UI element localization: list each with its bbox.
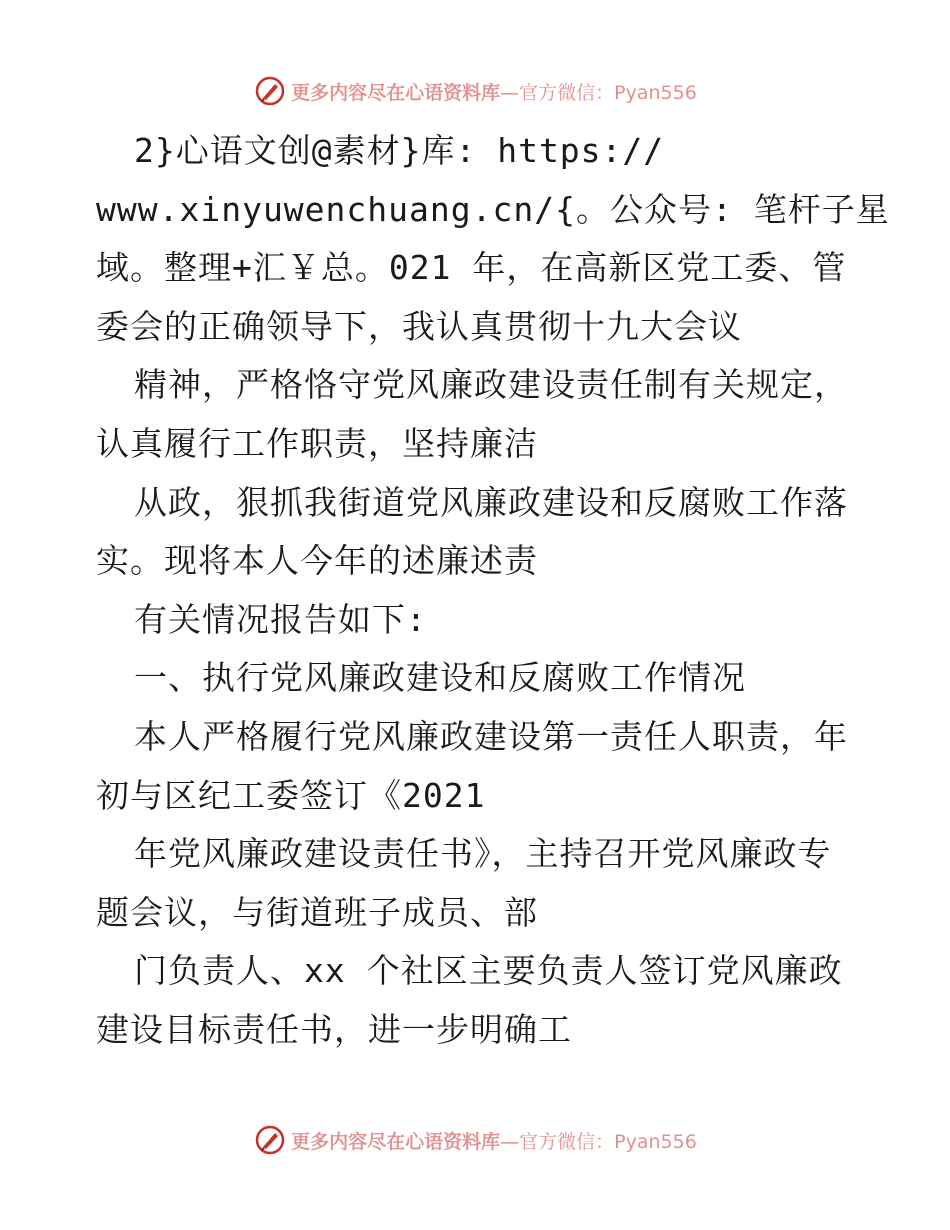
pen-logo-icon [253,1123,287,1157]
body-line: 从政，狠抓我街道党风廉政建设和反腐败工作落 [134,482,848,522]
body-line: 精神，严格恪守党风廉政建设责任制有关规定， [134,365,848,405]
header-brand-text: 更多内容尽在心语资料库 [291,81,501,104]
header-banner-text [291,78,697,105]
body-line: 2}心语文创@素材}库: https:// [134,131,665,170]
footer-banner-text [291,1127,697,1154]
body-line: 建设目标责任书，进一步明确工 [96,1009,572,1049]
body-line: 实。现将本人今年的述廉述责 [96,541,538,581]
body-line: 本人严格履行党风廉政建设第一责任人职责，年 [134,716,848,756]
body-line: 域。整理+汇￥总。021 年，在高新区党工委、管 [96,248,847,288]
document-body [96,122,890,1060]
body-line: 初与区纪工委签订《2021 [96,775,486,815]
header-banner [0,71,950,111]
footer-brand-text: 更多内容尽在心语资料库 [291,1130,501,1153]
body-line: 委会的正确领导下，我认真贯彻十九大会议 [96,306,742,346]
body-line: 认真履行工作职责，坚持廉洁 [96,423,538,463]
pen-logo-icon [253,74,287,108]
footer-banner [0,1120,950,1160]
body-line: 有关情况报告如下: [134,599,427,639]
body-line: www.xinyuwenchuang.cn/{。公众号: 笔杆子星 [96,189,890,229]
header-contact-text: 官方微信：Pyan556 [519,81,697,104]
body-line: 题会议，与街道班子成员、部 [96,892,538,932]
footer-separator: — [500,1130,520,1153]
header-separator: — [500,81,520,104]
body-line: 门负责人、xx 个社区主要负责人签订党风廉政 [134,951,843,991]
body-line: 年党风廉政建设责任书》，主持召开党风廉政专 [134,834,832,874]
section-heading: 一、执行党风廉政建设和反腐败工作情况 [134,658,746,698]
footer-contact-text: 官方微信：Pyan556 [519,1130,697,1153]
